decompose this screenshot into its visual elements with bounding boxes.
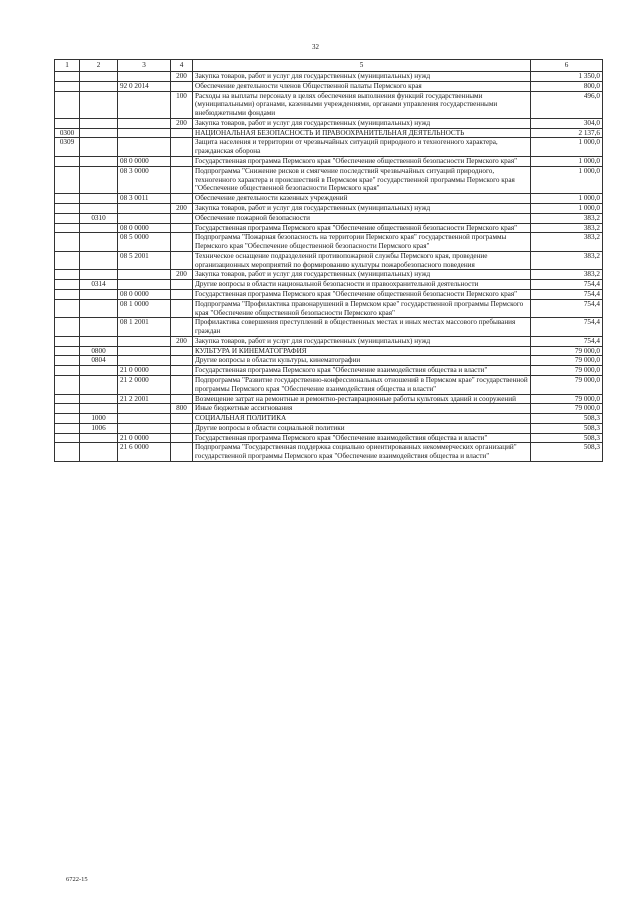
amount-cell: 754,4 [531, 336, 603, 346]
subsection-code-cell [80, 233, 118, 252]
table-row [55, 203, 603, 213]
target-item-cell [118, 213, 171, 223]
amount-cell: 383,2 [531, 213, 603, 223]
description-cell: Расходы на выплаты персоналу в целях обеспечения выполнения функций государственными (муниципальными) органами, казенными учреждениями, органами управления государственными внебюджетными фондами [193, 91, 531, 118]
subsection-code-cell [80, 203, 118, 213]
target-item-cell: 21 0 0000 [118, 433, 171, 443]
subsection-code-cell [80, 299, 118, 318]
expense-type-cell: 200 [171, 336, 193, 346]
expense-type-cell [171, 366, 193, 376]
table-row [55, 376, 603, 395]
target-item-cell [118, 138, 171, 157]
subsection-code-cell: 1006 [80, 423, 118, 433]
target-item-cell: 08 0 0000 [118, 157, 171, 167]
header-cell-4: 4 [171, 60, 193, 72]
amount-cell: 79 000,0 [531, 356, 603, 366]
expense-type-cell [171, 223, 193, 233]
table-row [55, 394, 603, 404]
table-row [55, 81, 603, 91]
subsection-code-cell [80, 366, 118, 376]
amount-cell: 754,4 [531, 280, 603, 290]
description-cell: Подпрограмма "Развитие государственно-конфессиональных отношений в Пермском крае" государственной программы Пермского края "Обеспечение взаимодействия общества и власти" [193, 376, 531, 395]
amount-cell: 1 350,0 [531, 72, 603, 82]
subsection-code-cell [80, 289, 118, 299]
amount-cell: 1 000,0 [531, 203, 603, 213]
target-item-cell [118, 203, 171, 213]
subsection-code-cell [80, 251, 118, 270]
table-row [55, 433, 603, 443]
description-cell: НАЦИОНАЛЬНАЯ БЕЗОПАСНОСТЬ И ПРАВООХРАНИТЕЛЬНАЯ ДЕЯТЕЛЬНОСТЬ [193, 128, 531, 138]
subsection-code-cell [80, 91, 118, 118]
amount-cell: 79 000,0 [531, 394, 603, 404]
expense-type-cell [171, 394, 193, 404]
expense-type-cell [171, 128, 193, 138]
section-code-cell [55, 299, 80, 318]
target-item-cell: 08 1 0000 [118, 299, 171, 318]
subsection-code-cell [80, 157, 118, 167]
amount-cell: 1 000,0 [531, 157, 603, 167]
expense-type-cell [171, 289, 193, 299]
description-cell: Закупка товаров, работ и услуг для государственных (муниципальных) нужд [193, 270, 531, 280]
target-item-cell: 21 2 0000 [118, 376, 171, 395]
table-row [55, 414, 603, 424]
table-row [55, 128, 603, 138]
description-cell: Возмещение затрат на ремонтные и ремонтно-реставрационные работы культовых зданий и сооружений [193, 394, 531, 404]
subsection-code-cell [80, 336, 118, 346]
description-cell: Обеспечение деятельности членов Общественной палаты Пермского края [193, 81, 531, 91]
expense-type-cell [171, 280, 193, 290]
amount-cell: 304,0 [531, 118, 603, 128]
description-cell: Обеспечение пожарной безопасности [193, 213, 531, 223]
target-item-cell: 21 6 0000 [118, 443, 171, 462]
amount-cell: 754,4 [531, 299, 603, 318]
document-code: 6722-15 [66, 876, 88, 883]
amount-cell: 1 000,0 [531, 194, 603, 204]
target-item-cell [118, 72, 171, 82]
description-cell: Государственная программа Пермского края "Обеспечение общественной безопасности Пермского края" [193, 157, 531, 167]
target-item-cell [118, 91, 171, 118]
header-cell-2: 2 [80, 60, 118, 72]
expense-type-cell [171, 299, 193, 318]
expense-type-cell: 200 [171, 72, 193, 82]
section-code-cell [55, 414, 80, 424]
amount-cell: 508,3 [531, 443, 603, 462]
expense-type-cell [171, 356, 193, 366]
section-code-cell [55, 433, 80, 443]
target-item-cell [118, 404, 171, 414]
target-item-cell: 21 0 0000 [118, 366, 171, 376]
amount-cell: 79 000,0 [531, 404, 603, 414]
expense-type-cell [171, 423, 193, 433]
table-row [55, 423, 603, 433]
table-row [55, 72, 603, 82]
subsection-code-cell [80, 443, 118, 462]
target-item-cell [118, 423, 171, 433]
subsection-code-cell [80, 223, 118, 233]
amount-cell: 383,2 [531, 233, 603, 252]
table-row [55, 251, 603, 270]
description-cell: Закупка товаров, работ и услуг для государственных (муниципальных) нужд [193, 203, 531, 213]
table-row [55, 91, 603, 118]
section-code-cell [55, 336, 80, 346]
section-code-cell [55, 366, 80, 376]
subsection-code-cell: 0804 [80, 356, 118, 366]
section-code-cell [55, 213, 80, 223]
table-row [55, 138, 603, 157]
subsection-code-cell [80, 138, 118, 157]
subsection-code-cell [80, 318, 118, 337]
description-cell: Защита населения и территории от чрезвычайных ситуаций природного и техногенного характера, гражданская оборона [193, 138, 531, 157]
subsection-code-cell [80, 166, 118, 193]
subsection-code-cell [80, 433, 118, 443]
description-cell: Другие вопросы в области национальной безопасности и правоохранительной деятельности [193, 280, 531, 290]
subsection-code-cell: 1000 [80, 414, 118, 424]
expense-type-cell [171, 346, 193, 356]
amount-cell: 79 000,0 [531, 366, 603, 376]
expense-type-cell [171, 157, 193, 167]
description-cell: Государственная программа Пермского края "Обеспечение взаимодействия общества и власти" [193, 366, 531, 376]
budget-table [54, 59, 603, 462]
description-cell: Другие вопросы в области культуры, кинематографии [193, 356, 531, 366]
target-item-cell: 08 5 0000 [118, 233, 171, 252]
table-row [55, 404, 603, 414]
subsection-code-cell [80, 194, 118, 204]
section-code-cell [55, 346, 80, 356]
expense-type-cell [171, 318, 193, 337]
section-code-cell [55, 318, 80, 337]
table-row [55, 289, 603, 299]
subsection-code-cell: 0310 [80, 213, 118, 223]
section-code-cell [55, 423, 80, 433]
expense-type-cell [171, 166, 193, 193]
subsection-code-cell [80, 394, 118, 404]
subsection-code-cell [80, 128, 118, 138]
expense-type-cell: 200 [171, 118, 193, 128]
table-row [55, 443, 603, 462]
page-number: 32 [312, 43, 319, 51]
section-code-cell [55, 376, 80, 395]
expense-type-cell: 800 [171, 404, 193, 414]
target-item-cell: 92 0 2014 [118, 81, 171, 91]
table-row [55, 336, 603, 346]
section-code-cell [55, 404, 80, 414]
amount-cell: 754,4 [531, 318, 603, 337]
description-cell: Техническое оснащение подразделений противопожарной службы Пермского края, проведение организационных мероприятий по формированию культуры пожаробезопасного поведения [193, 251, 531, 270]
section-code-cell [55, 81, 80, 91]
target-item-cell: 21 2 2001 [118, 394, 171, 404]
description-cell: Закупка товаров, работ и услуг для государственных (муниципальных) нужд [193, 72, 531, 82]
section-code-cell [55, 203, 80, 213]
target-item-cell: 08 3 0011 [118, 194, 171, 204]
expense-type-cell [171, 251, 193, 270]
table-row [55, 346, 603, 356]
subsection-code-cell [80, 81, 118, 91]
header-cell-5: 5 [193, 60, 531, 72]
header-cell-6: 6 [531, 60, 603, 72]
description-cell: Государственная программа Пермского края "Обеспечение общественной безопасности Пермского края" [193, 223, 531, 233]
subsection-code-cell: 0800 [80, 346, 118, 356]
target-item-cell: 08 3 0000 [118, 166, 171, 193]
subsection-code-cell [80, 118, 118, 128]
expense-type-cell [171, 213, 193, 223]
section-code-cell [55, 280, 80, 290]
amount-cell: 383,2 [531, 270, 603, 280]
amount-cell: 508,3 [531, 433, 603, 443]
amount-cell: 79 000,0 [531, 346, 603, 356]
table-row [55, 157, 603, 167]
target-item-cell [118, 414, 171, 424]
amount-cell: 1 000,0 [531, 166, 603, 193]
table-row [55, 318, 603, 337]
section-code-cell [55, 289, 80, 299]
amount-cell: 800,0 [531, 81, 603, 91]
section-code-cell [55, 251, 80, 270]
target-item-cell [118, 270, 171, 280]
section-code-cell [55, 233, 80, 252]
section-code-cell: 0300 [55, 128, 80, 138]
section-code-cell [55, 91, 80, 118]
description-cell: Подпрограмма "Снижение рисков и смягчение последствий чрезвычайных ситуаций природного, техногенного характера и происшествий в Пермском крае" государственной программы Пермского края "Обеспечение общественной безопасности Пермского края" [193, 166, 531, 193]
expense-type-cell: 200 [171, 203, 193, 213]
description-cell: Закупка товаров, работ и услуг для государственных (муниципальных) нужд [193, 336, 531, 346]
table-row [55, 213, 603, 223]
expense-type-cell [171, 233, 193, 252]
amount-cell: 79 000,0 [531, 376, 603, 395]
section-code-cell [55, 394, 80, 404]
description-cell: Обеспечение деятельности казенных учреждений [193, 194, 531, 204]
target-item-cell [118, 128, 171, 138]
table-row [55, 356, 603, 366]
expense-type-cell [171, 433, 193, 443]
description-cell: Закупка товаров, работ и услуг для государственных (муниципальных) нужд [193, 118, 531, 128]
section-code-cell [55, 118, 80, 128]
amount-cell: 383,2 [531, 251, 603, 270]
subsection-code-cell [80, 404, 118, 414]
description-cell: Профилактика совершения преступлений в общественных местах и иных местах массового пребывания граждан [193, 318, 531, 337]
description-cell: Подпрограмма "Государственная поддержка социально ориентированных некоммерческих организаций" государственной программы Пермского края "Обеспечение взаимодействия общества и власти" [193, 443, 531, 462]
table-row [55, 194, 603, 204]
amount-cell: 508,3 [531, 414, 603, 424]
section-code-cell [55, 223, 80, 233]
expense-type-cell [171, 138, 193, 157]
description-cell: Государственная программа Пермского края "Обеспечение взаимодействия общества и власти" [193, 433, 531, 443]
expense-type-cell [171, 81, 193, 91]
description-cell: Государственная программа Пермского края "Обеспечение общественной безопасности Пермского края" [193, 289, 531, 299]
amount-cell: 1 000,0 [531, 138, 603, 157]
table-row [55, 280, 603, 290]
expense-type-cell: 100 [171, 91, 193, 118]
amount-cell: 2 137,6 [531, 128, 603, 138]
description-cell: КУЛЬТУРА И КИНЕМАТОГРАФИЯ [193, 346, 531, 356]
header-cell-1: 1 [55, 60, 80, 72]
description-cell: Иные бюджетные ассигнования [193, 404, 531, 414]
section-code-cell [55, 270, 80, 280]
section-code-cell [55, 443, 80, 462]
description-cell: СОЦИАЛЬНАЯ ПОЛИТИКА [193, 414, 531, 424]
amount-cell: 754,4 [531, 289, 603, 299]
table-row [55, 270, 603, 280]
table-row [55, 223, 603, 233]
subsection-code-cell [80, 270, 118, 280]
amount-cell: 383,2 [531, 223, 603, 233]
target-item-cell [118, 280, 171, 290]
target-item-cell [118, 356, 171, 366]
section-code-cell [55, 157, 80, 167]
amount-cell: 496,0 [531, 91, 603, 118]
section-code-cell [55, 194, 80, 204]
expense-type-cell: 200 [171, 270, 193, 280]
target-item-cell [118, 336, 171, 346]
expense-type-cell [171, 443, 193, 462]
amount-cell: 508,3 [531, 423, 603, 433]
section-code-cell [55, 72, 80, 82]
table-row [55, 299, 603, 318]
table-header-row [55, 60, 603, 72]
target-item-cell: 08 1 2001 [118, 318, 171, 337]
table-row [55, 118, 603, 128]
target-item-cell [118, 346, 171, 356]
subsection-code-cell: 0314 [80, 280, 118, 290]
table-row [55, 166, 603, 193]
header-cell-3: 3 [118, 60, 171, 72]
table-row [55, 366, 603, 376]
section-code-cell [55, 356, 80, 366]
expense-type-cell [171, 376, 193, 395]
section-code-cell [55, 166, 80, 193]
description-cell: Подпрограмма "Профилактика правонарушений в Пермском крае" государственной программы Пермского края "Обеспечение общественной безопасности Пермского края" [193, 299, 531, 318]
target-item-cell: 08 0 0000 [118, 223, 171, 233]
expense-type-cell [171, 194, 193, 204]
subsection-code-cell [80, 72, 118, 82]
expense-type-cell [171, 414, 193, 424]
description-cell: Другие вопросы в области социальной политики [193, 423, 531, 433]
target-item-cell: 08 0 0000 [118, 289, 171, 299]
subsection-code-cell [80, 376, 118, 395]
target-item-cell: 08 5 2001 [118, 251, 171, 270]
description-cell: Подпрограмма "Пожарная безопасность на территории Пермского края" государственной программы Пермского края "Обеспечение общественной безопасности Пермского края" [193, 233, 531, 252]
table-row [55, 233, 603, 252]
section-code-cell: 0309 [55, 138, 80, 157]
target-item-cell [118, 118, 171, 128]
